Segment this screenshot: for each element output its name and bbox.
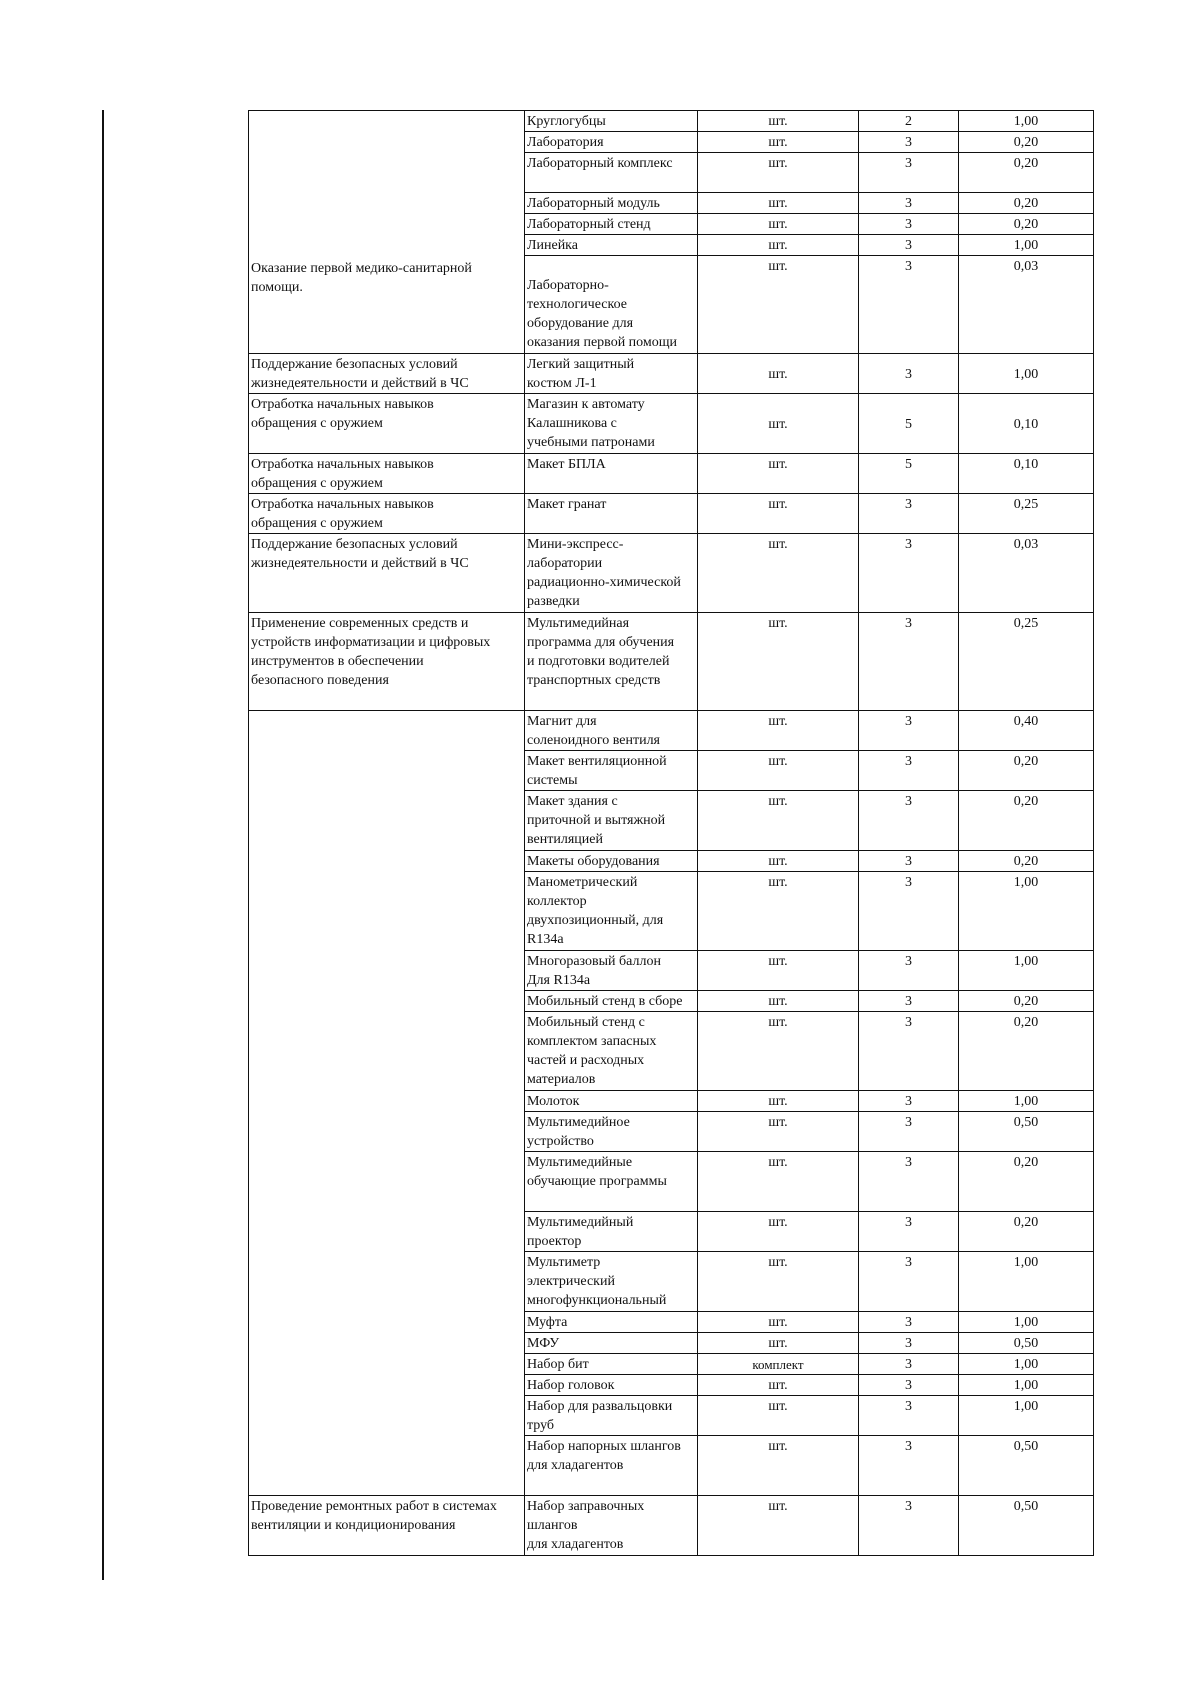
unit-cell: шт.: [698, 193, 859, 214]
activity-cell: Отработка начальных навыков обращения с оружием: [249, 494, 525, 534]
item-name-cell: Мультимедийные обучающие программы: [525, 1152, 698, 1212]
unit-cell: шт.: [698, 711, 859, 751]
unit-cell: шт.: [698, 1152, 859, 1212]
item-name-cell: Лабораторный стенд: [525, 214, 698, 235]
quantity-cell: 3: [859, 193, 959, 214]
item-name-cell: Муфта: [525, 1312, 698, 1333]
unit-cell: шт.: [698, 991, 859, 1012]
coefficient-cell: 1,00: [959, 354, 1094, 394]
item-name-cell: Магазин к автомату Калашникова с учебными патронами: [525, 394, 698, 454]
item-name-cell: Мобильный стенд в сборе: [525, 991, 698, 1012]
coefficient-cell: 1,00: [959, 1252, 1094, 1312]
item-name-cell: МФУ: [525, 1333, 698, 1354]
unit-cell: шт.: [698, 111, 859, 132]
unit-cell: шт.: [698, 1375, 859, 1396]
unit-cell: шт.: [698, 214, 859, 235]
quantity-cell: 3: [859, 1252, 959, 1312]
coefficient-cell: 0,20: [959, 132, 1094, 153]
coefficient-cell: 0,20: [959, 791, 1094, 851]
coefficient-cell: 1,00: [959, 1354, 1094, 1375]
item-name-cell: Мультиметр электрический многофункциональный: [525, 1252, 698, 1312]
table-row: [249, 354, 1094, 394]
coefficient-cell: 0,20: [959, 193, 1094, 214]
coefficient-cell: 1,00: [959, 1375, 1094, 1396]
item-name-cell: Лабораторно- технологическое оборудование для оказания первой помощи: [525, 256, 698, 354]
quantity-cell: 3: [859, 1354, 959, 1375]
quantity-cell: 3: [859, 1212, 959, 1252]
quantity-cell: 3: [859, 711, 959, 751]
coefficient-cell: 0,20: [959, 751, 1094, 791]
coefficient-cell: 0,50: [959, 1436, 1094, 1496]
unit-cell: шт.: [698, 256, 859, 354]
unit-cell: шт.: [698, 1312, 859, 1333]
item-name-cell: Набор головок: [525, 1375, 698, 1396]
activity-cell: Отработка начальных навыков обращения с оружием: [249, 454, 525, 494]
item-name-cell: Макет вентиляционной системы: [525, 751, 698, 791]
coefficient-cell: 0,20: [959, 991, 1094, 1012]
table-row: [249, 613, 1094, 711]
coefficient-cell: 0,40: [959, 711, 1094, 751]
activity-cell: [249, 111, 525, 354]
coefficient-cell: 0,20: [959, 1212, 1094, 1252]
unit-cell: шт.: [698, 394, 859, 454]
coefficient-cell: 0,20: [959, 851, 1094, 872]
activity-cell: Отработка начальных навыков обращения с оружием: [249, 394, 525, 454]
coefficient-cell: 1,00: [959, 1091, 1094, 1112]
coefficient-cell: 0,03: [959, 256, 1094, 354]
coefficient-cell: 0,20: [959, 1012, 1094, 1091]
table-row: [249, 711, 1094, 751]
item-name-cell: Лабораторный комплекс: [525, 153, 698, 193]
quantity-cell: 3: [859, 1012, 959, 1091]
coefficient-cell: 1,00: [959, 1396, 1094, 1436]
item-name-cell: Мобильный стенд с комплектом запасных частей и расходных материалов: [525, 1012, 698, 1091]
quantity-cell: 3: [859, 613, 959, 711]
quantity-cell: 3: [859, 1375, 959, 1396]
unit-cell: шт.: [698, 1396, 859, 1436]
item-name-cell: Макет здания с приточной и вытяжной вентиляцией: [525, 791, 698, 851]
quantity-cell: 3: [859, 214, 959, 235]
unit-cell: шт.: [698, 1091, 859, 1112]
quantity-cell: 3: [859, 951, 959, 991]
coefficient-cell: 1,00: [959, 951, 1094, 991]
quantity-cell: 3: [859, 1396, 959, 1436]
table-row: [249, 494, 1094, 534]
equipment-table: [248, 110, 1094, 1556]
coefficient-cell: 0,50: [959, 1333, 1094, 1354]
quantity-cell: 5: [859, 394, 959, 454]
quantity-cell: 3: [859, 235, 959, 256]
unit-cell: комплект: [698, 1354, 859, 1375]
unit-cell: шт.: [698, 354, 859, 394]
item-name-cell: Многоразовый баллон Для R134a: [525, 951, 698, 991]
item-name-cell: Молоток: [525, 1091, 698, 1112]
equipment-table-body: [249, 111, 1094, 1556]
quantity-cell: 3: [859, 256, 959, 354]
activity-text: Оказание первой медико-санитарной помощи.: [251, 261, 472, 296]
activity-cell: Проведение ремонтных работ в системах вентиляции и кондиционирования: [249, 1496, 525, 1556]
quantity-cell: 2: [859, 111, 959, 132]
quantity-cell: 3: [859, 872, 959, 951]
quantity-cell: 3: [859, 494, 959, 534]
unit-cell: шт.: [698, 153, 859, 193]
unit-cell: шт.: [698, 791, 859, 851]
unit-cell: шт.: [698, 613, 859, 711]
item-name-cell: Макеты оборудования: [525, 851, 698, 872]
quantity-cell: 3: [859, 791, 959, 851]
unit-cell: шт.: [698, 235, 859, 256]
unit-cell: шт.: [698, 851, 859, 872]
quantity-cell: 3: [859, 1112, 959, 1152]
item-name-cell: Набор для развальцовки труб: [525, 1396, 698, 1436]
coefficient-cell: 0,10: [959, 454, 1094, 494]
coefficient-cell: 1,00: [959, 1312, 1094, 1333]
activity-cell: Поддержание безопасных условий жизнедеятельности и действий в ЧС: [249, 354, 525, 394]
unit-cell: шт.: [698, 951, 859, 991]
item-name-cell: Лаборатория: [525, 132, 698, 153]
quantity-cell: 3: [859, 1333, 959, 1354]
activity-cell: Поддержание безопасных условий жизнедеятельности и действий в ЧС: [249, 534, 525, 613]
unit-cell: шт.: [698, 132, 859, 153]
unit-cell: шт.: [698, 1012, 859, 1091]
unit-cell: шт.: [698, 1112, 859, 1152]
coefficient-cell: 0,50: [959, 1496, 1094, 1556]
item-name-cell: Лабораторный модуль: [525, 193, 698, 214]
quantity-cell: 3: [859, 1436, 959, 1496]
table-row: [249, 1496, 1094, 1556]
unit-cell: шт.: [698, 751, 859, 791]
quantity-cell: 3: [859, 534, 959, 613]
quantity-cell: 3: [859, 1152, 959, 1212]
unit-cell: шт.: [698, 872, 859, 951]
table-row: [249, 394, 1094, 454]
coefficient-cell: 0,20: [959, 153, 1094, 193]
page-margin-rule: [102, 110, 104, 1580]
quantity-cell: 5: [859, 454, 959, 494]
item-name-cell: Легкий защитный костюм Л-1: [525, 354, 698, 394]
unit-cell: шт.: [698, 494, 859, 534]
coefficient-cell: 1,00: [959, 872, 1094, 951]
item-name-cell: Круглогубцы: [525, 111, 698, 132]
table-row: [249, 454, 1094, 494]
unit-cell: шт.: [698, 1496, 859, 1556]
item-name-cell: Мультимедийный проектор: [525, 1212, 698, 1252]
quantity-cell: 3: [859, 1312, 959, 1333]
coefficient-cell: 0,20: [959, 214, 1094, 235]
unit-cell: шт.: [698, 1436, 859, 1496]
unit-cell: шт.: [698, 534, 859, 613]
coefficient-cell: 1,00: [959, 235, 1094, 256]
quantity-cell: 3: [859, 354, 959, 394]
coefficient-cell: 0,25: [959, 613, 1094, 711]
item-name-cell: Набор заправочных шлангов для хладагентов: [525, 1496, 698, 1556]
quantity-cell: 3: [859, 851, 959, 872]
item-name-cell: Манометрический коллектор двухпозиционный, для R134a: [525, 872, 698, 951]
unit-cell: шт.: [698, 1333, 859, 1354]
activity-cell: Применение современных средств и устройств информатизации и цифровых инструментов в обеспечении безопасного поведения: [249, 613, 525, 711]
coefficient-cell: 0,25: [959, 494, 1094, 534]
unit-cell: шт.: [698, 1252, 859, 1312]
item-name-cell: Мультимедийное устройство: [525, 1112, 698, 1152]
unit-cell: шт.: [698, 1212, 859, 1252]
coefficient-cell: 0,03: [959, 534, 1094, 613]
quantity-cell: 3: [859, 153, 959, 193]
coefficient-cell: 1,00: [959, 111, 1094, 132]
item-name-cell: Набор бит: [525, 1354, 698, 1375]
quantity-cell: 3: [859, 1496, 959, 1556]
unit-cell: шт.: [698, 454, 859, 494]
quantity-cell: 3: [859, 1091, 959, 1112]
table-row: [249, 111, 1094, 132]
item-name-cell: Мультимедийная программа для обучения и подготовки водителей транспортных средств: [525, 613, 698, 711]
quantity-cell: 3: [859, 751, 959, 791]
coefficient-cell: 0,50: [959, 1112, 1094, 1152]
item-name-cell: Набор напорных шлангов для хладагентов: [525, 1436, 698, 1496]
quantity-cell: 3: [859, 991, 959, 1012]
coefficient-cell: 0,20: [959, 1152, 1094, 1212]
item-name-cell: Макет гранат: [525, 494, 698, 534]
activity-cell: [249, 711, 525, 1496]
table-row: [249, 534, 1094, 613]
item-name-cell: Мини-экспресс- лаборатории радиационно-химической разведки: [525, 534, 698, 613]
item-name-cell: Макет БПЛА: [525, 454, 698, 494]
coefficient-cell: 0,10: [959, 394, 1094, 454]
quantity-cell: 3: [859, 132, 959, 153]
item-name-cell: Магнит для соленоидного вентиля: [525, 711, 698, 751]
item-name-cell: Линейка: [525, 235, 698, 256]
